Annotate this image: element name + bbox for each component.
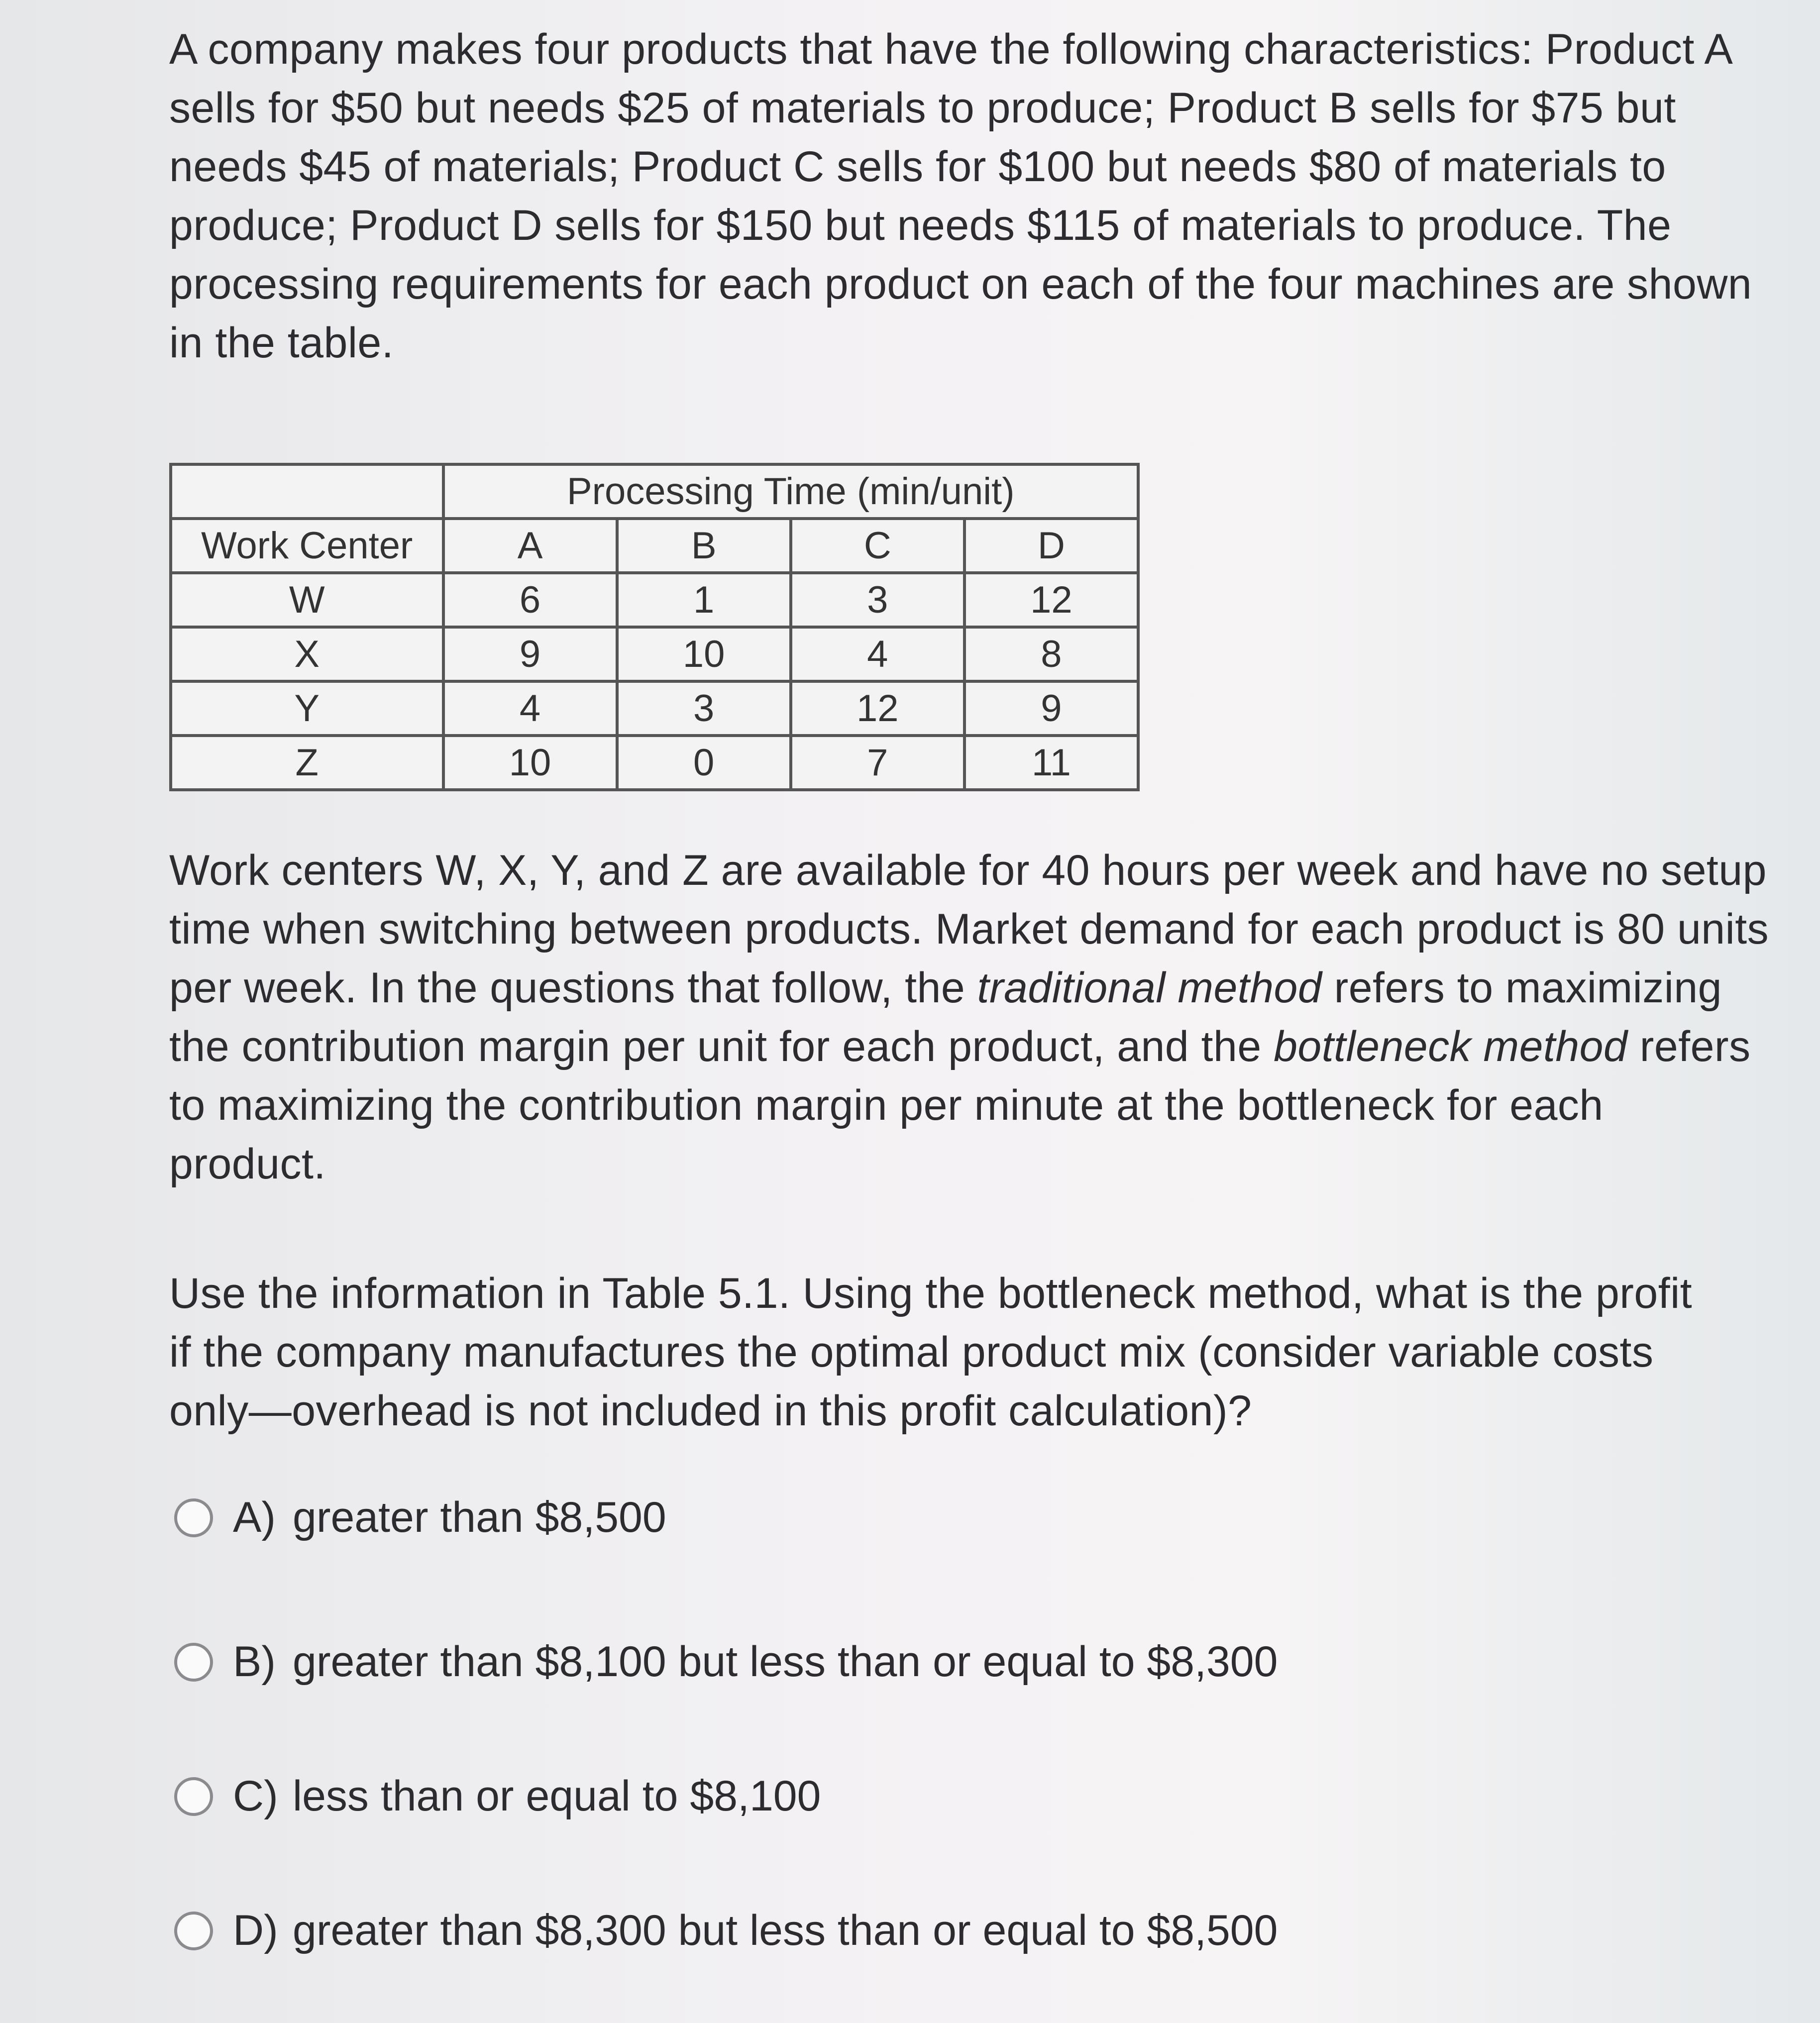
option-text[interactable]: greater than $8,500: [293, 1493, 666, 1541]
table-cell: 10: [443, 736, 617, 790]
option-letter: A): [233, 1493, 276, 1541]
table-row: [171, 736, 1138, 790]
option-text[interactable]: greater than $8,100 but less than or equal to $8,300: [293, 1638, 1278, 1686]
column-header-d: D: [964, 519, 1138, 573]
question-text: Use the information in Table 5.1. Using the bottleneck method, what is the profit if the company manufactures the optimal product mix (consider variable costs only—overhead is not included in this profit calculation)?: [169, 1270, 1693, 1435]
option-text[interactable]: greater than $8,300 but less than or equal to $8,500: [293, 1907, 1278, 1954]
work-center-y: Y: [171, 681, 443, 736]
table-cell: 3: [617, 681, 791, 736]
table-cell: 12: [791, 681, 964, 736]
context-text: Work centers W, X, Y, and Z are available for 40 hours per week and have no setup time when switching between products. Market demand for each product is 80 units per week. In the questions that follow, the: [169, 847, 1769, 1012]
work-center-z: Z: [171, 736, 443, 790]
table-header-row: [171, 519, 1138, 573]
work-center-w: W: [171, 573, 443, 627]
context-paragraph: [169, 841, 1772, 1193]
traditional-method-term: traditional method: [977, 964, 1322, 1012]
option-a[interactable]: [174, 1493, 666, 1542]
table-cell: 9: [964, 681, 1138, 736]
option-letter: B): [233, 1638, 276, 1686]
table-cell: 10: [617, 627, 791, 681]
column-header-c: C: [791, 519, 964, 573]
work-center-header: Work Center: [171, 519, 443, 573]
table-cell: 12: [964, 573, 1138, 627]
table-row: [171, 573, 1138, 627]
processing-time-table: [169, 463, 1140, 791]
column-header-b: B: [617, 519, 791, 573]
bottleneck-method-term: bottleneck method: [1274, 1023, 1628, 1070]
table-row: [171, 681, 1138, 736]
option-text[interactable]: less than or equal to $8,100: [293, 1772, 821, 1820]
radio-button-c[interactable]: [174, 1777, 213, 1816]
radio-button-d[interactable]: [174, 1912, 213, 1950]
context-text: refers to maximizing the contribution margin per unit for each product, and the: [169, 964, 1722, 1070]
intro-paragraph: A company makes four products that have the following characteristics: Product A sells for $50 but needs $25 of materials to produce; Product B sells for $75 but needs $45 of materials; Product C sells for $100 but needs $80 of materials to produce; Product D sells for $150 but needs $115 of materials to produce. The processing requirements for each product on each of the four machines are shown in the table.: [169, 25, 1752, 367]
table-cell: 3: [791, 573, 964, 627]
option-c[interactable]: [174, 1772, 821, 1821]
option-letter: D): [233, 1907, 278, 1954]
option-b[interactable]: [174, 1637, 1278, 1687]
table-cell: 6: [443, 573, 617, 627]
table-caption-row: [171, 464, 1138, 519]
column-header-a: A: [443, 519, 617, 573]
option-d[interactable]: [174, 1906, 1278, 1955]
corner-blank-cell: [171, 464, 443, 519]
table-cell: 1: [617, 573, 791, 627]
option-letter: C): [233, 1772, 278, 1820]
table-cell: 8: [964, 627, 1138, 681]
work-center-x: X: [171, 627, 443, 681]
table-cell: 0: [617, 736, 791, 790]
table-cell: 4: [443, 681, 617, 736]
radio-button-a[interactable]: [174, 1498, 213, 1537]
table-cell: 9: [443, 627, 617, 681]
context-text: refers to maximizing the contribution margin per minute at the bottleneck for each product.: [169, 1023, 1751, 1188]
table-row: [171, 627, 1138, 681]
table-caption: Processing Time (min/unit): [443, 464, 1139, 519]
radio-button-b[interactable]: [174, 1643, 213, 1682]
table-cell: 11: [964, 736, 1138, 790]
table-cell: 7: [791, 736, 964, 790]
table-cell: 4: [791, 627, 964, 681]
